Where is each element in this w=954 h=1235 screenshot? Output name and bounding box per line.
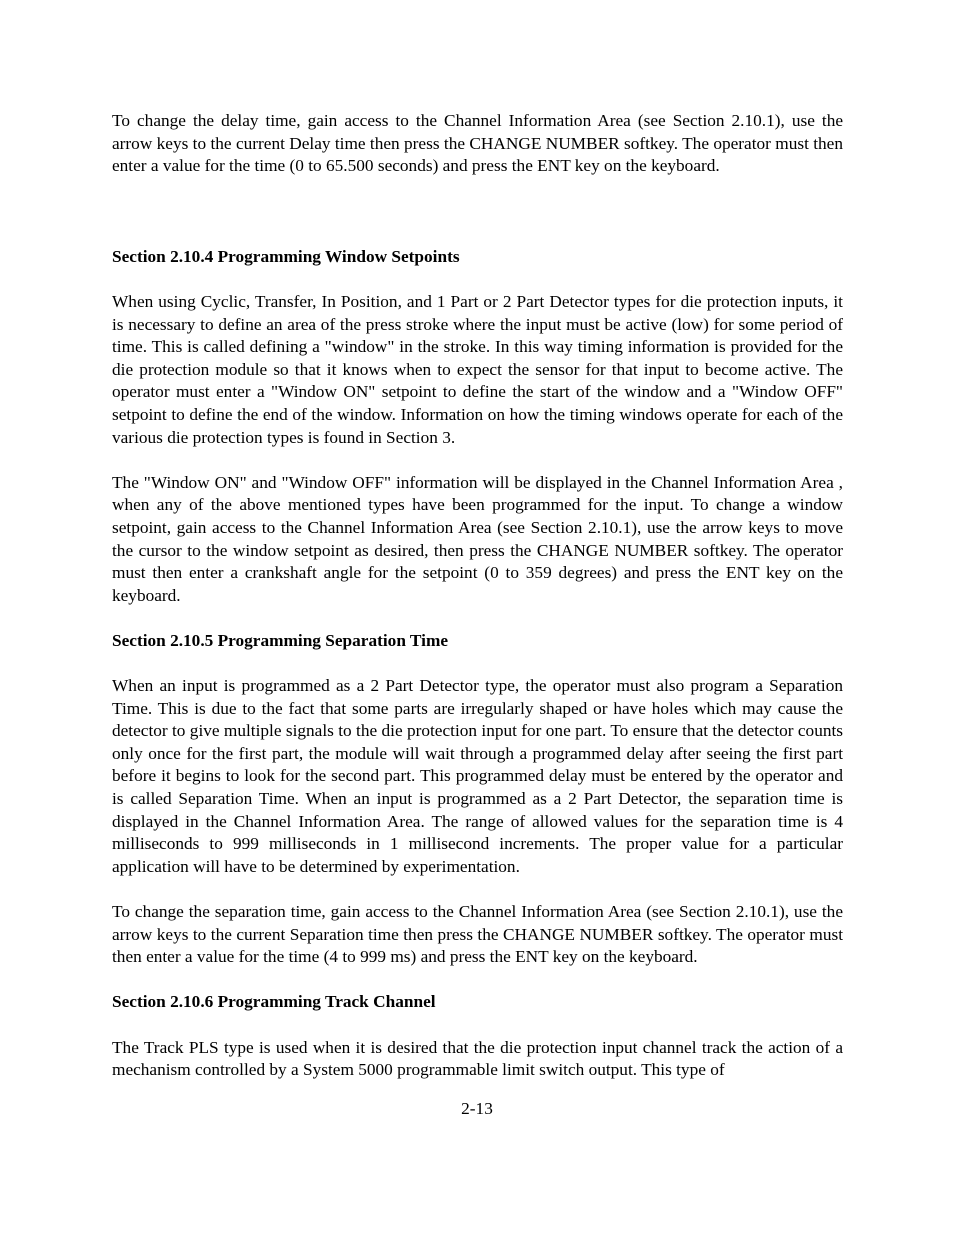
paragraph-separation-intro: When an input is programmed as a 2 Part Detector type, the operator must also program a Separation Time. This is due to the fact that some parts are irregularly shaped or have holes which may cause the detector to give multiple signals to the die protection input for one part. To ensure that the detector counts only once for the first part, the module will wait through a programmed delay after seeing the first part before it begins to look for the second part. This programmed delay must be entered by the operator and is called Separation Time. When an input is programmed as a 2 Part Detector, the separation time is displayed in the Channel Information Area. The range of allowed values for the separation time is 4 milliseconds to 999 milliseconds in 1 millisecond increments. The proper value for a particular application will have to be determined by experimentation. [112, 676, 843, 876]
page-number: 2-13 [461, 1099, 493, 1118]
heading-window-setpoints: Section 2.10.4 Programming Window Setpoints [112, 246, 460, 266]
spacer [112, 268, 843, 291]
page-content [112, 110, 843, 1082]
spacer [112, 1014, 843, 1037]
heading-track-channel: Section 2.10.6 Programming Track Channel [112, 992, 436, 1012]
spacer [112, 969, 843, 992]
paragraph-window-intro: When using Cyclic, Transfer, In Position, and 1 Part or 2 Part Detector types for die protection inputs, it is necessary to define an area of the press stroke where the input must be active (low) for some period of time. This is called defining a "window" in the stroke. In this way timing information is provided for the die protection module so that it knows when to expect the sensor for that input to become active. The operator must enter a "Window ON" setpoint to define the start of the window and a "Window OFF" setpoint to define the end of the window. Information on how the timing windows operate for each of the various die protection types is found in Section 3. [112, 291, 843, 447]
spacer [112, 652, 843, 675]
paragraph-delay-change: To change the delay time, gain access to the Channel Information Area (see Section 2.10.1), use the arrow keys to the current Delay time then press the CHANGE NUMBER softkey. The operator must then enter a value for the time (0 to 65.500 seconds) and press the ENT key on the keyboard. [112, 111, 843, 176]
spacer [112, 878, 843, 901]
paragraph-window-change: The "Window ON" and "Window OFF" information will be displayed in the Channel Information Area , when any of the above mentioned types have been programmed for the input. To change a window setpoint, gain access to the Channel Information Area (see Section 2.10.1), use the arrow keys to move the cursor to the window setpoint as desired, then press the CHANGE NUMBER softkey. The operator must then enter a crankshaft angle for the setpoint (0 to 359 degrees) and press the ENT key on the keyboard. [112, 472, 843, 605]
spacer [112, 449, 843, 472]
spacer [112, 607, 843, 630]
spacer [112, 178, 843, 246]
heading-separation-time: Section 2.10.5 Programming Separation Time [112, 630, 449, 650]
paragraph-separation-change: To change the separation time, gain access to the Channel Information Area (see Section 2.10.1), use the arrow keys to the current Separation time then press the CHANGE NUMBER softkey. The operator must then enter a value for the time (4 to 999 ms) and press the ENT key on the keyboard. [112, 902, 843, 967]
paragraph-track-intro: The Track PLS type is used when it is desired that the die protection input channel track the action of a mechanism controlled by a System 5000 programmable limit switch output. This type of [112, 1037, 843, 1080]
